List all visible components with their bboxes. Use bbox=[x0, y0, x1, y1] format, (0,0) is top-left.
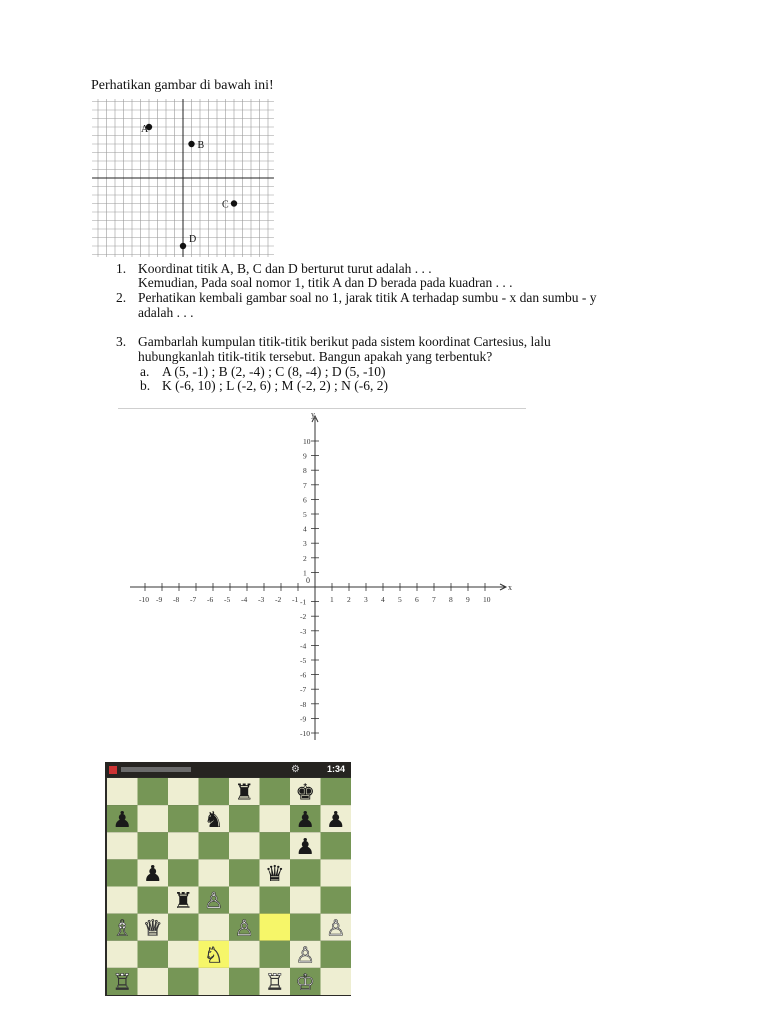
chess-piece-e3: ♙ bbox=[234, 915, 255, 941]
square-h2 bbox=[321, 941, 352, 968]
y-tick-label: -9 bbox=[300, 714, 307, 724]
x-tick-label: 6 bbox=[415, 595, 419, 604]
chess-piece-g8: ♚ bbox=[295, 779, 316, 805]
y-tick-label: 1 bbox=[303, 568, 307, 578]
chess-piece-g6: ♟ bbox=[295, 833, 316, 859]
x-tick-label: 1 bbox=[330, 595, 334, 604]
x-tick-label: -3 bbox=[258, 595, 265, 604]
y-tick-label: -10 bbox=[300, 729, 310, 738]
x-tick-label: -9 bbox=[156, 595, 163, 604]
question-1-text: Koordinat titik A, B, C dan D berturut turut adalah . . . bbox=[138, 261, 432, 276]
square-f6 bbox=[260, 832, 291, 859]
coordinate-grid-figure bbox=[91, 99, 276, 259]
question-2-number: 2. bbox=[116, 290, 127, 305]
question-3b-points: K (-6, 10) ; L (-2, 6) ; M (-2, 2) ; N (-6, 2) bbox=[162, 378, 388, 393]
question-3-text-cont: hubungkanlah titik-titik tersebut. Bangun apakah yang terbentuk? bbox=[138, 349, 493, 364]
chess-screenshot bbox=[105, 762, 351, 996]
square-b2 bbox=[138, 941, 169, 968]
x-axis-label: x bbox=[508, 583, 512, 592]
square-c2 bbox=[168, 941, 199, 968]
point-c bbox=[231, 200, 237, 206]
y-tick-label: 5 bbox=[303, 510, 307, 519]
square-f2 bbox=[260, 941, 291, 968]
x-tick-label: 8 bbox=[449, 595, 453, 604]
point-label-a: A bbox=[141, 124, 149, 135]
x-tick-label: -8 bbox=[173, 595, 180, 604]
instruction-text: Perhatikan gambar di bawah ini! bbox=[91, 78, 274, 93]
square-c5 bbox=[168, 859, 199, 886]
square-c3 bbox=[168, 914, 199, 941]
chess-piece-a3: ♗ bbox=[112, 915, 133, 941]
question-2-text: Perhatikan kembali gambar soal no 1, jarak titik A terhadap sumbu - x dan sumbu - y bbox=[138, 290, 597, 305]
y-tick-label: -7 bbox=[300, 685, 307, 695]
square-d3 bbox=[199, 914, 230, 941]
square-d1 bbox=[199, 968, 230, 995]
chess-piece-g7: ♟ bbox=[295, 806, 316, 832]
chess-piece-d7: ♞ bbox=[203, 806, 224, 832]
square-b7 bbox=[138, 805, 169, 832]
square-a2 bbox=[107, 941, 138, 968]
chess-piece-a7: ♟ bbox=[112, 806, 133, 832]
square-h5 bbox=[321, 859, 352, 886]
y-tick-label: -4 bbox=[300, 641, 307, 651]
question-3a-points: A (5, -1) ; B (2, -4) ; C (8, -4) ; D (5, -10) bbox=[162, 364, 386, 379]
chess-header-bar bbox=[105, 762, 351, 777]
y-tick-label: -1 bbox=[300, 597, 307, 607]
point-label-b: B bbox=[197, 140, 205, 151]
question-1-followup: Kemudian, Pada soal nomor 1, titik A dan D berada pada kuadran . . . bbox=[138, 275, 513, 290]
question-3b-label: b. bbox=[140, 378, 151, 393]
x-tick-label: -5 bbox=[224, 595, 231, 604]
question-2-text-cont: adalah . . . bbox=[138, 305, 194, 320]
chess-piece-d4: ♙ bbox=[203, 888, 224, 914]
chess-piece-h7: ♟ bbox=[325, 806, 346, 832]
x-tick-label: 7 bbox=[432, 595, 436, 604]
square-c7 bbox=[168, 805, 199, 832]
square-h4 bbox=[321, 887, 352, 914]
x-tick-label: -1 bbox=[292, 595, 299, 604]
player-name-bar bbox=[121, 767, 191, 772]
y-tick-label: 3 bbox=[303, 539, 307, 549]
y-tick-label: 6 bbox=[303, 495, 307, 505]
square-f8 bbox=[260, 778, 291, 805]
square-f4 bbox=[260, 887, 291, 914]
square-b8 bbox=[138, 778, 169, 805]
chess-piece-g1: ♔ bbox=[295, 969, 316, 995]
square-d5 bbox=[199, 859, 230, 886]
y-tick-label: -5 bbox=[300, 656, 307, 665]
x-tick-label: -4 bbox=[241, 595, 248, 604]
y-tick-label: -2 bbox=[300, 612, 307, 622]
question-3a-label: a. bbox=[140, 364, 150, 379]
chess-piece-g2: ♙ bbox=[295, 942, 316, 968]
point-label-d: D bbox=[189, 234, 197, 245]
chess-piece-b5: ♟ bbox=[142, 861, 163, 887]
question-3-text: Gambarlah kumpulan titik-titik berikut pada sistem koordinat Cartesius, lalu bbox=[138, 334, 551, 349]
square-b1 bbox=[138, 968, 169, 995]
x-tick-label: 5 bbox=[398, 595, 402, 604]
x-tick-label: -10 bbox=[139, 595, 149, 604]
chess-piece-h3: ♙ bbox=[325, 915, 346, 941]
square-a8 bbox=[107, 778, 138, 805]
square-g4 bbox=[290, 887, 321, 914]
question-1-number: 1. bbox=[116, 261, 127, 276]
square-h6 bbox=[321, 832, 352, 859]
square-b6 bbox=[138, 832, 169, 859]
y-tick-label: 8 bbox=[303, 466, 307, 476]
y-tick-label: 4 bbox=[303, 524, 307, 534]
clock-time: 1:34 bbox=[327, 764, 346, 774]
point-b bbox=[188, 141, 194, 147]
x-tick-label: 10 bbox=[483, 595, 491, 604]
square-d6 bbox=[199, 832, 230, 859]
y-tick-label: -6 bbox=[300, 670, 307, 680]
chess-piece-c4: ♜ bbox=[173, 888, 194, 914]
x-tick-label: 2 bbox=[347, 595, 351, 604]
square-f7 bbox=[260, 805, 291, 832]
square-c8 bbox=[168, 778, 199, 805]
y-tick-label: -3 bbox=[300, 626, 307, 636]
square-a6 bbox=[107, 832, 138, 859]
divider bbox=[118, 408, 526, 409]
square-c6 bbox=[168, 832, 199, 859]
origin-label: 0 bbox=[306, 576, 310, 585]
square-e6 bbox=[229, 832, 260, 859]
point-label-c: C bbox=[222, 199, 229, 211]
square-e1 bbox=[229, 968, 260, 995]
square-h8 bbox=[321, 778, 352, 805]
cartesian-axes-figure bbox=[120, 410, 520, 745]
y-tick-label: -8 bbox=[300, 699, 307, 709]
square-f3 bbox=[260, 914, 291, 941]
square-b4 bbox=[138, 887, 169, 914]
x-tick-label: -2 bbox=[275, 595, 282, 604]
question-3-number: 3. bbox=[116, 334, 127, 349]
x-tick-label: -6 bbox=[207, 595, 214, 604]
y-tick-label: 2 bbox=[303, 553, 307, 563]
square-e2 bbox=[229, 941, 260, 968]
settings-icon[interactable]: ⚙ bbox=[291, 764, 300, 775]
square-a5 bbox=[107, 859, 138, 886]
square-h1 bbox=[321, 968, 352, 995]
chess-piece-d2: ♘ bbox=[203, 942, 224, 968]
square-e5 bbox=[229, 859, 260, 886]
x-tick-label: 3 bbox=[364, 595, 368, 604]
x-tick-label: -7 bbox=[190, 595, 197, 604]
square-g3 bbox=[290, 914, 321, 941]
y-axis-label: y bbox=[311, 410, 315, 419]
chess-piece-f1: ♖ bbox=[264, 969, 285, 995]
square-d8 bbox=[199, 778, 230, 805]
chess-piece-b3: ♕ bbox=[142, 915, 163, 941]
x-tick-label: 9 bbox=[466, 595, 470, 604]
y-tick-label: 9 bbox=[303, 451, 307, 461]
flag-icon bbox=[109, 766, 117, 774]
point-d bbox=[180, 243, 186, 249]
x-tick-label: 4 bbox=[381, 595, 385, 604]
chess-piece-e8: ♜ bbox=[234, 779, 255, 805]
square-e7 bbox=[229, 805, 260, 832]
square-a4 bbox=[107, 887, 138, 914]
square-g5 bbox=[290, 859, 321, 886]
chess-piece-a1: ♖ bbox=[112, 969, 133, 995]
y-tick-label: 10 bbox=[303, 437, 311, 446]
chess-board[interactable] bbox=[107, 778, 351, 995]
chess-piece-f5: ♛ bbox=[264, 861, 285, 887]
square-c1 bbox=[168, 968, 199, 995]
square-e4 bbox=[229, 887, 260, 914]
y-tick-label: 7 bbox=[303, 480, 307, 490]
